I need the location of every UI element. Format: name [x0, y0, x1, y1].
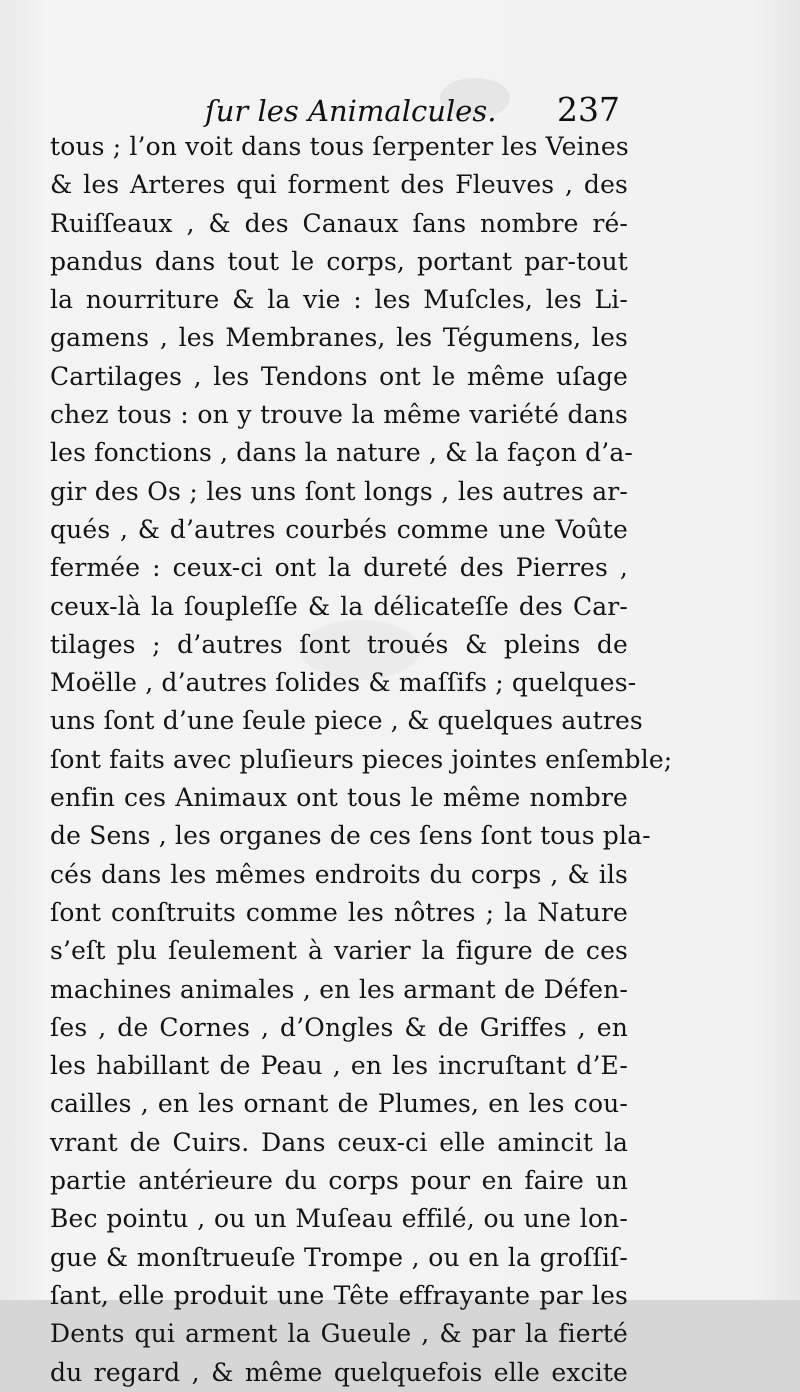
text-line: ſes , de Cornes , d’Ongles & de Griffes , en: [50, 1012, 628, 1042]
text-line: gamens , les Membranes, les Tégumens, les: [50, 323, 628, 353]
text-line: ceux-là la ſoupleſſe & la délicateſſe des Car-: [50, 591, 628, 621]
text-line: chez tous : on y trouve la même variété dans: [50, 400, 628, 430]
text-line: Moëlle , d’autres ſolides & maſſifs ; quelques-: [50, 668, 637, 698]
text-line: machines animales , en les armant de Défen-: [50, 974, 628, 1004]
text-line: les habillant de Peau , en les incruſtant d’E-: [50, 1051, 628, 1081]
running-head: ſur les Animalcules.: [205, 94, 497, 128]
text-line: du regard , & même quelquefois elle excite: [50, 1357, 628, 1387]
body-text: [50, 128, 673, 1392]
text-line: Dents qui arment la Gueule , & par la fierté: [50, 1319, 628, 1349]
text-line: & les Arteres qui forment des Fleuves , des: [50, 170, 628, 200]
text-line: pandus dans tout le corps, portant par-tout: [50, 246, 628, 276]
text-line: de Sens , les organes de ces ſens ſont tous pla-: [50, 821, 651, 851]
text-line: Bec pointu , ou un Muſeau effilé, ou une lon-: [50, 1204, 628, 1234]
text-line: s’eſt plu ſeulement à varier la figure de ces: [50, 936, 628, 966]
text-line: ſont faits avec pluſieurs pieces jointes enſemble;: [50, 744, 673, 774]
text-line: gue & monſtrueuſe Trompe , ou en la groſſiſ-: [50, 1242, 628, 1272]
text-line: ſant, elle produit une Tête effrayante par les: [50, 1280, 628, 1310]
text-line: fermée : ceux-ci ont la dureté des Pierres ,: [50, 553, 628, 583]
text-line: Cartilages , les Tendons ont le même uſage: [50, 361, 628, 391]
page-number: 237: [557, 90, 620, 129]
text-line: ſont conſtruits comme les nôtres ; la Nature: [50, 897, 628, 927]
text-line: uns ſont d’une ſeule piece , & quelques autres: [50, 706, 643, 736]
text-line: enfin ces Animaux ont tous le même nombre: [50, 783, 628, 813]
text-line: tous ; l’on voit dans tous ſerpenter les Veines: [50, 132, 629, 161]
text-line: Ruiſſeaux , & des Canaux ſans nombre ré-: [50, 208, 628, 238]
text-line: vrant de Cuirs. Dans ceux-ci elle amincit la: [50, 1127, 628, 1157]
text-line: cés dans les mêmes endroits du corps , & ils: [50, 859, 628, 889]
text-line: qués , & d’autres courbés comme une Voûte: [50, 514, 628, 544]
text-line: tilages ; d’autres ſont troués & pleins de: [50, 629, 628, 659]
text-line: cailles , en les ornant de Plumes, en les cou-: [50, 1089, 628, 1119]
text-line: la nourriture & la vie : les Muſcles, les Li-: [50, 285, 628, 315]
text-line: partie antérieure du corps pour en faire un: [50, 1166, 628, 1196]
text-line: gir des Os ; les uns ſont longs , les autres ar-: [50, 476, 628, 506]
text-line: les fonctions , dans la nature , & la façon d’a-: [50, 438, 634, 468]
